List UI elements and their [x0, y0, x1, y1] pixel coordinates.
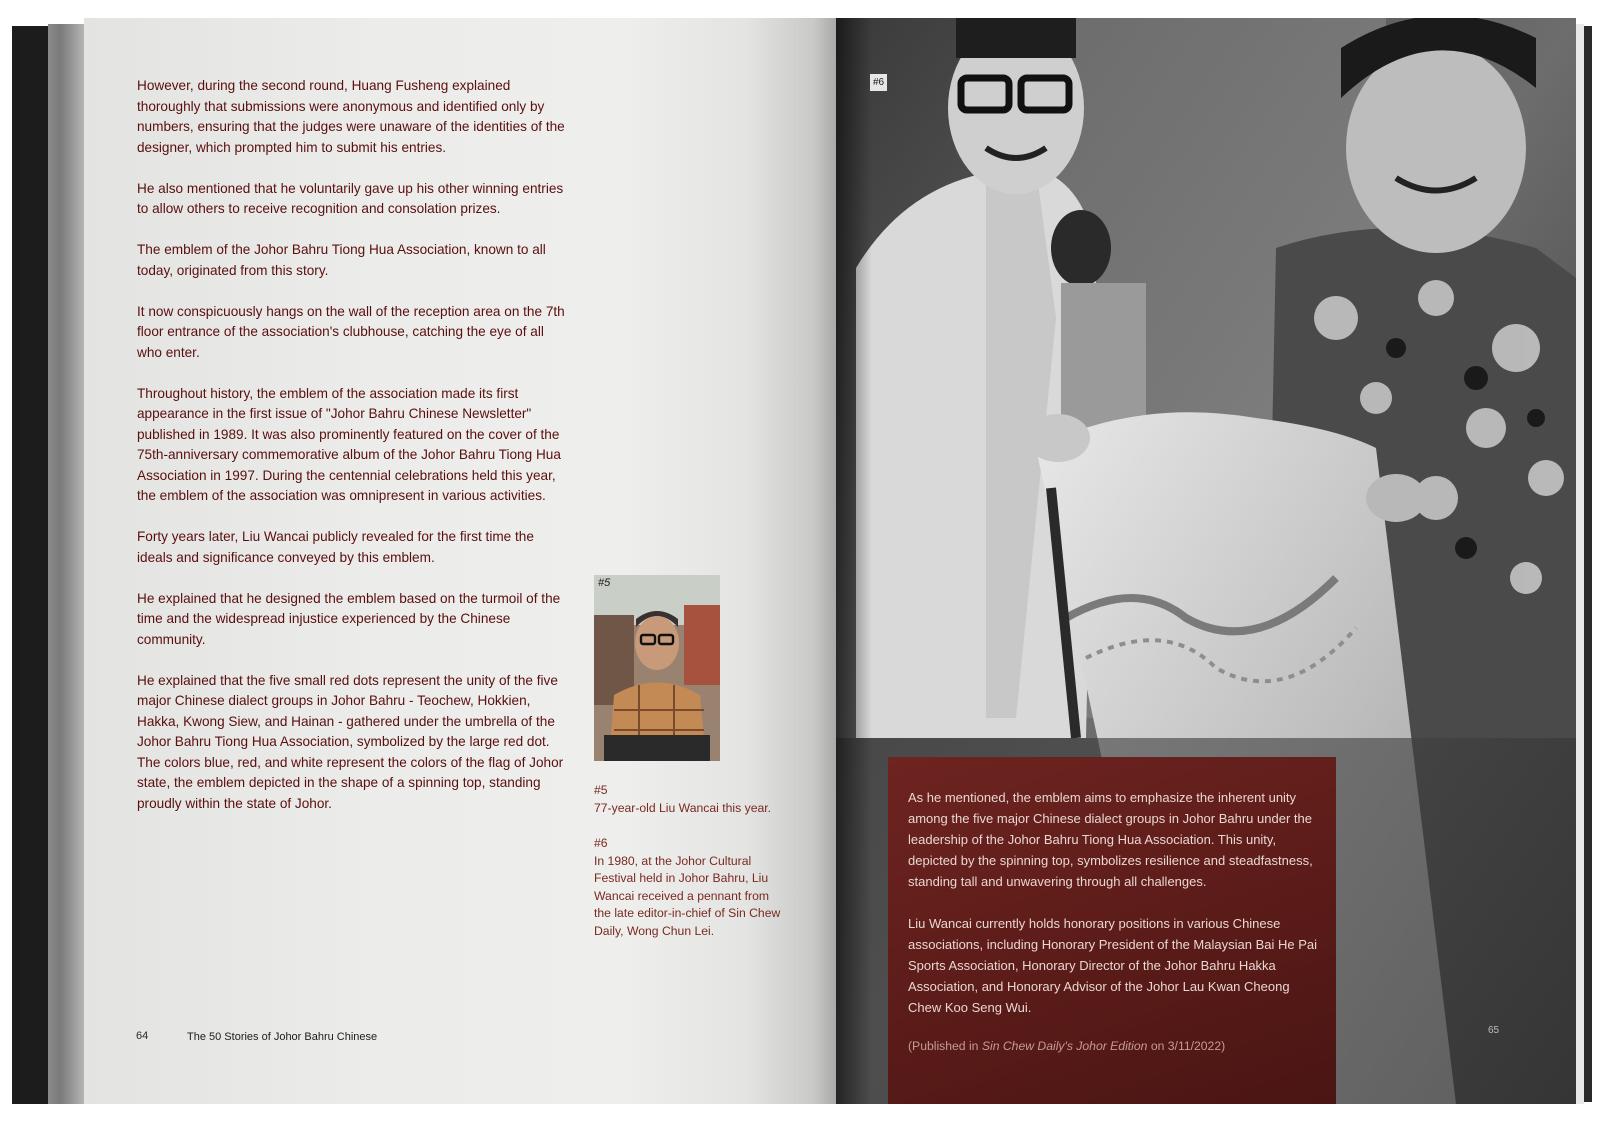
caption-6 [594, 835, 784, 940]
caption-text: 77-year-old Liu Wancai this year. [594, 800, 772, 815]
panel-text [908, 787, 1320, 1039]
panel-paragraph: Liu Wancai currently holds honorary positions in various Chinese associations, including Honorary President of the Malaysian Bai He Pai Sports Association, Honorary Director of the Johor Bahru Hakka Association, and Honorary Advisor of the Johor Lau Kwan Cheong Chew Koo Seng Wui. [908, 916, 1317, 1015]
right-page-stack [1576, 24, 1584, 1104]
captions [594, 782, 784, 958]
publication-note [908, 1039, 1320, 1053]
caption-number: #5 [594, 783, 608, 797]
running-title: The 50 Stories of Johor Bahru Chinese [187, 1031, 378, 1043]
paragraph: He also mentioned that he voluntarily gave up his other winning entries to allow others to receive recognition and consolation prizes. [137, 180, 564, 216]
paragraph: The emblem of the Johor Bahru Tiong Hua Association, known to all today, originated from this story. [137, 242, 546, 278]
paragraph: It now conspicuously hangs on the wall of the reception area on the 7th floor entrance of the association's clubhouse, catching the eye of all who enter. [137, 303, 565, 360]
left-cover-edge [12, 26, 48, 1104]
paragraph: Throughout history, the emblem of the association made its first appearance in the first issue of "Johor Bahru Chinese Newsletter" published in 1989. It was also prominently featured on the cover of the 75th-anniversary commemorative album of the Johor Bahru Tiong Hua Association in 1997. During the centennial celebrations held this year, the emblem of the association was omnipresent in various activities. [137, 385, 561, 503]
panel-paragraph: As he mentioned, the emblem aims to emphasize the inherent unity among the five major Chinese dialect groups in Johor Bahru under the leadership of the Johor Bahru Tiong Hua Association. This unity, depicted by the spinning top, symbolizes resilience and steadfastness, standing tall and unwavering through all challenges. [908, 790, 1313, 889]
publication-suffix: on 3/11/2022) [1147, 1039, 1226, 1053]
caption-5 [594, 782, 784, 817]
page-number-left: 64 [136, 1030, 149, 1042]
paragraph: However, during the second round, Huang Fusheng explained thoroughly that submissions were anonymous and identified only by numbers, ensuring that the judges were unaware of the identities of the designer, which prompted him to submit his entries. [137, 78, 565, 155]
body-text [137, 76, 569, 835]
publication-source: Sin Chew Daily's Johor Edition [981, 1039, 1148, 1053]
caption-text: In 1980, at the Johor Cultural Festival held in Johor Bahru, Liu Wancai received a pennant from the late editor-in-chief of Sin Chew Daily, Wong Chun Lei. [594, 853, 781, 938]
right-cover-edge [1584, 26, 1592, 1102]
portrait-photo [594, 575, 720, 761]
caption-number: #6 [594, 836, 608, 850]
photo-tag-6: #6 [870, 74, 887, 91]
paragraph: He explained that he designed the emblem based on the turmoil of the time and the widespread injustice experienced by the Chinese community. [137, 590, 561, 647]
page-number-right: 65 [1488, 1025, 1500, 1036]
photo-tag-5: #5 [598, 577, 611, 589]
paragraph: Forty years later, Liu Wancai publicly revealed for the first time the ideals and significance conveyed by this emblem. [137, 529, 534, 565]
paragraph: He explained that the five small red dots represent the unity of the five major Chinese dialect groups in Johor Bahru - Teochew, Hokkien, Hakka, Kwong Siew, and Hainan - gathered under the umbrella of the Johor Bahru Tiong Hua Association, symbolized by the large red dot. The colors blue, red, and white represent the colors of the flag of Johor state, the emblem depicted in the shape of a spinning top, standing proudly within the state of Johor. [137, 672, 564, 811]
left-page-stack [48, 24, 84, 1104]
publication-prefix: (Published in [908, 1039, 982, 1053]
